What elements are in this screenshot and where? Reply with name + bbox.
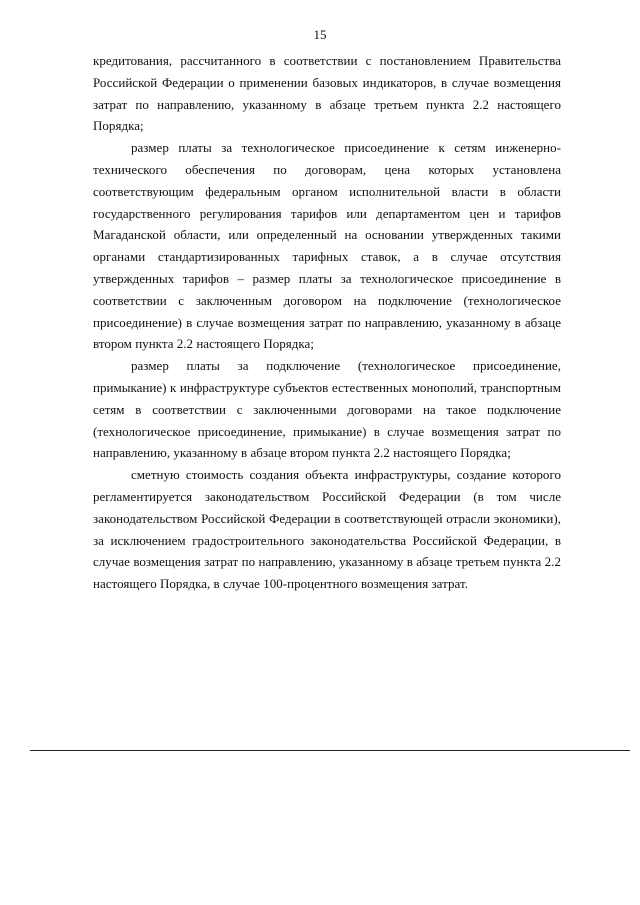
paragraph-continuation: кредитования, рассчитанного в соответствии с постановлением Правительства Российской Федерации о применении базовых индикаторов, в случае возмещения затрат по направлению, указанному в абзаце третьем пункта 2.2 настоящего Порядка; [93,53,561,134]
bottom-divider-line [30,750,630,751]
page-number: 15 [313,27,327,42]
document-body [93,50,561,595]
paragraph-infrastructure-fee: размер платы за подключение (технологическое присоединение, примыкание) к инфраструктуре субъектов естественных монополий, транспортным сетям в соответствии с заключенными договорами на такое подключение (технологическое присоединение, примыкание) в случае возмещения затрат по направлению, указанному в абзаце втором пункта 2.2 настоящего Порядка; [93,358,561,461]
paragraph-connection-fee: размер платы за технологическое присоединение к сетям инженерно-технического обеспечения по договорам, цена которых установлена соответствующим федеральным органом исполнительной власти в области государственного регулирования тарифов или департаментом цен и тарифов Магаданской области, или определенный на основании утвержденных такими органами стандартизированных тарифных ставок, а в случае отсутствия утвержденных тарифов – размер платы за технологическое присоединение в соответствии с заключенным договором на подключение (технологическое присоединение) в случае возмещения затрат по направлению, указанному в абзаце втором пункта 2.2 настоящего Порядка; [93,140,561,352]
paragraph-estimated-cost: сметную стоимость создания объекта инфраструктуры, создание которого регламентируется законодательством Российской Федерации (в том числе законодательством Российской Федерации в соответствующей отрасли экономики), за исключением градостроительного законодательства Российской Федерации, в случае возмещения затрат по направлению, указанному в абзаце третьем пункта 2.2 настоящего Порядка, в случае 100-процентного возмещения затрат. [93,467,561,592]
